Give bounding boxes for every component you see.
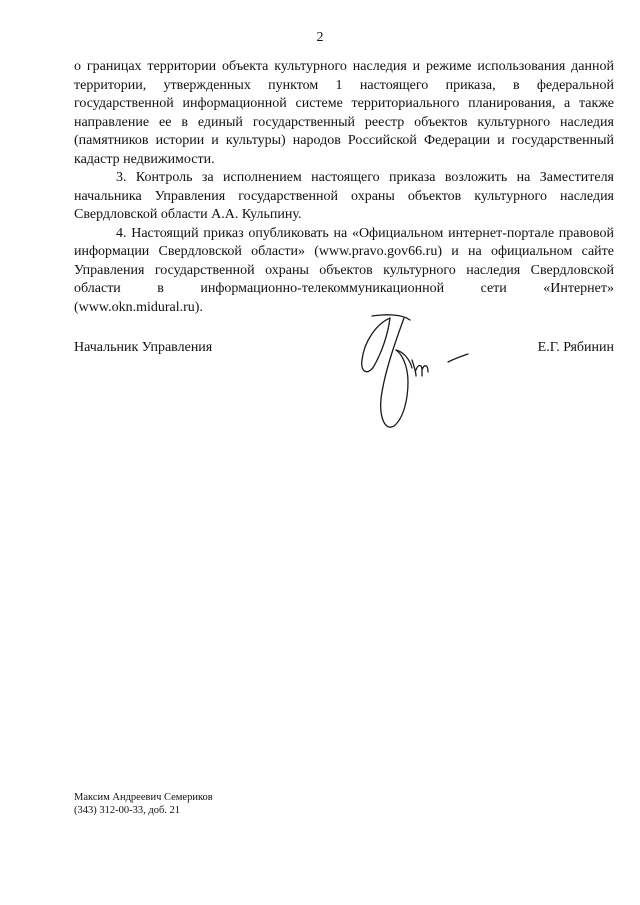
paragraph-item-3: 3. Контроль за исполнением настоящего приказа возложить на Заместителя начальника Управления государственной охраны объектов культурного наследия Свердловской области А.А. Кульпину.	[74, 170, 614, 222]
signatory-name: Е.Г. Рябинин	[537, 340, 614, 355]
executor-name: Максим Андреевич Семериков	[74, 792, 213, 803]
document-body	[74, 58, 614, 317]
signature-stroke	[381, 318, 408, 427]
executor-phone: (343) 312-00-33, доб. 21	[74, 805, 181, 816]
signature-stroke	[362, 318, 390, 372]
signatory-title: Начальник Управления	[74, 340, 213, 355]
handwritten-signature	[352, 310, 482, 440]
paragraph-item-4: 4. Настоящий приказ опубликовать на «Официальном интернет-портале правовой информации Свердловской области» (www.pravo.gov66.ru) и на официальном сайте Управления государственной охраны объектов культурного наследия Свердловской области в информационно-телекоммуникационной сети «Интернет» (www.okn.midural.ru).	[74, 225, 614, 315]
executor-info	[74, 791, 213, 817]
paragraph-continuation: о границах территории объекта культурного наследия и режиме использования данной территории, утвержденных пунктом 1 настоящего приказа, в федеральной государственной информационной системе территориального планирования, а также направление ее в единый государственный реестр объектов культурного наследия (памятников истории и культуры) народов Российской Федерации и государственный кадастр недвижимости.	[74, 59, 614, 167]
signature-stroke	[448, 354, 468, 362]
signature-stroke	[412, 360, 428, 376]
signature-stroke	[372, 315, 410, 320]
page-number: 2	[316, 30, 324, 45]
